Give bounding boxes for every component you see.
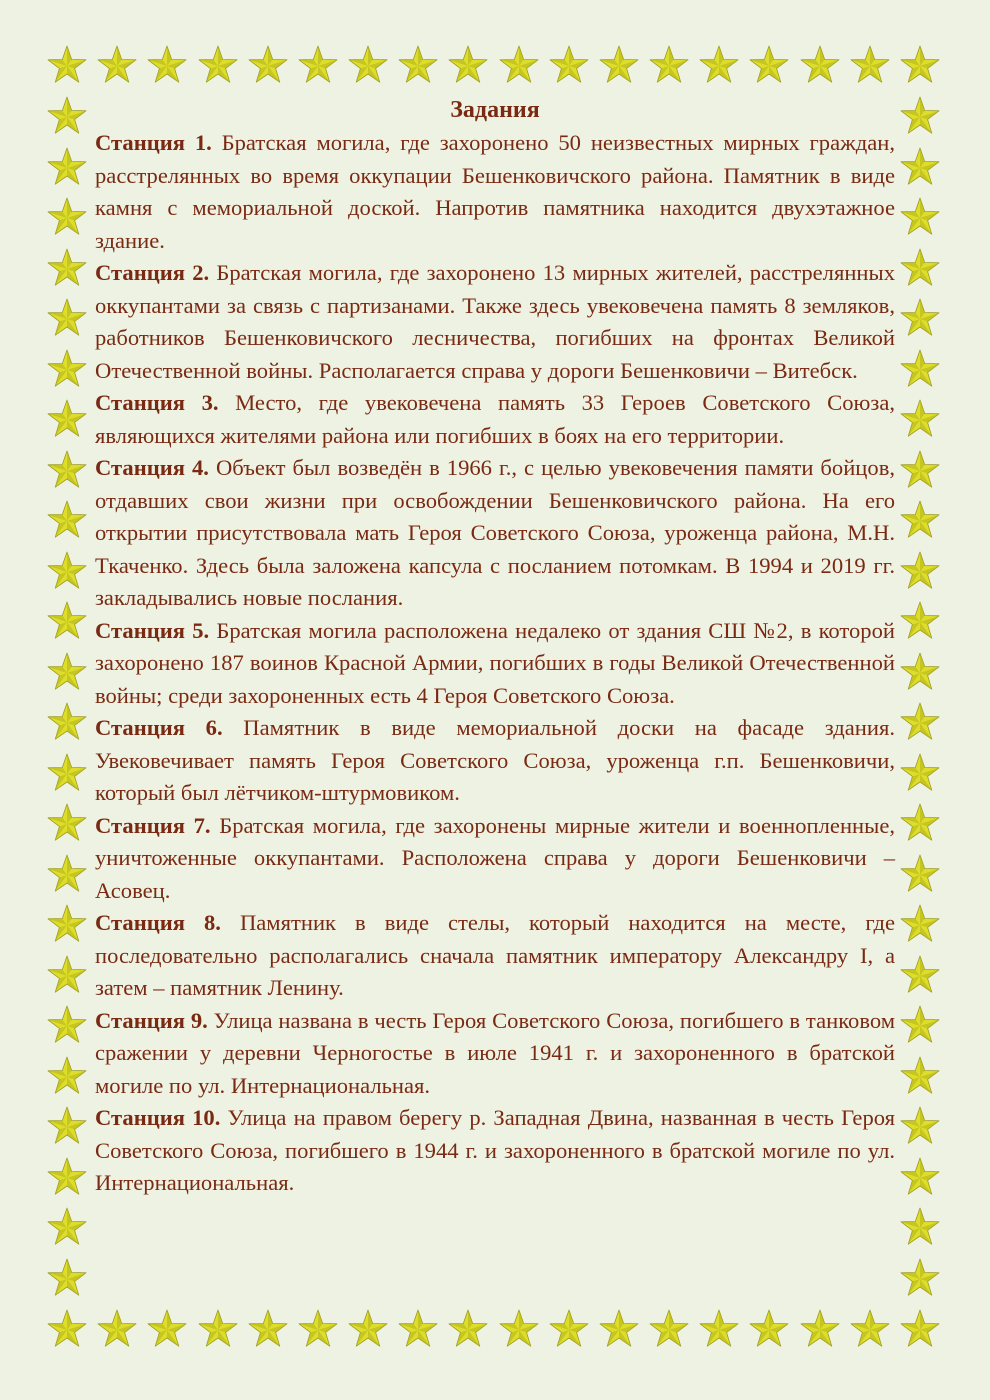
star-icon <box>45 499 89 543</box>
star-icon <box>747 44 791 88</box>
station-3 <box>95 387 895 452</box>
station-label: Станция 1. <box>95 130 212 155</box>
star-icon <box>145 1308 189 1352</box>
star-icon <box>848 44 892 88</box>
star-icon <box>396 1308 440 1352</box>
star-icon <box>898 1055 942 1099</box>
star-icon <box>45 1004 89 1048</box>
star-icon <box>898 1257 942 1301</box>
star-icon <box>296 44 340 88</box>
star-icon <box>697 1308 741 1352</box>
station-label: Станция 8. <box>95 910 221 935</box>
star-icon <box>346 44 390 88</box>
star-icon <box>547 1308 591 1352</box>
station-text: Место, где увековечена память 33 Героев Советского Союза, являющихся жителями района или погибших в боях на его территории. <box>95 390 896 448</box>
star-icon <box>497 1308 541 1352</box>
station-text: Улица названа в честь Героя Советского Союза, погибшего в танковом сражении у деревни Черногостье в июле 1941 г. и захороненного в братской могиле по ул. Интернациональная. <box>95 1007 896 1098</box>
star-icon <box>45 247 89 291</box>
star-icon <box>45 903 89 947</box>
star-icon <box>346 1308 390 1352</box>
star-icon <box>898 449 942 493</box>
star-icon <box>597 1308 641 1352</box>
document-body <box>95 94 895 1200</box>
station-label: Станция 10. <box>95 1105 221 1130</box>
star-icon <box>898 802 942 846</box>
star-icon <box>45 853 89 897</box>
station-8 <box>95 907 895 1005</box>
star-icon <box>45 146 89 190</box>
station-4 <box>95 452 895 615</box>
station-text: Улица на правом берегу р. Западная Двина, названная в честь Героя Советского Союза, погибшего в 1944 г. и захороненного в братской могиле по ул. Интернациональная. <box>95 1105 895 1195</box>
star-icon <box>45 701 89 745</box>
star-icon <box>898 247 942 291</box>
star-icon <box>145 44 189 88</box>
star-icon <box>547 44 591 88</box>
station-label: Станция 4. <box>95 455 209 480</box>
star-icon <box>898 701 942 745</box>
star-icon <box>898 1206 942 1250</box>
star-icon <box>898 550 942 594</box>
star-icon <box>898 600 942 644</box>
star-icon <box>898 297 942 341</box>
star-icon <box>747 1308 791 1352</box>
star-icon <box>45 297 89 341</box>
station-5 <box>95 615 895 713</box>
star-icon <box>898 398 942 442</box>
star-icon <box>45 752 89 796</box>
station-label: Станция 2. <box>95 260 210 285</box>
star-icon <box>45 1055 89 1099</box>
station-label: Станция 6. <box>95 715 223 740</box>
station-label: Станция 9. <box>95 1007 208 1033</box>
station-text: Братская могила, где захоронены мирные жители и военнопленные, уничтоженные оккупантами. Расположена справа у дороги Бешенковичи – Асовец. <box>95 812 895 903</box>
star-icon <box>898 95 942 139</box>
star-icon <box>95 1308 139 1352</box>
star-icon <box>898 1156 942 1200</box>
star-icon <box>898 44 942 88</box>
star-icon <box>45 1156 89 1200</box>
station-text: Памятник в виде стелы, который находится на месте, где последовательно располагались сначала памятник императору Александру I, а затем – памятник Ленину. <box>95 910 895 1000</box>
star-icon <box>45 348 89 392</box>
star-icon <box>898 853 942 897</box>
star-icon <box>898 1308 942 1352</box>
star-icon <box>647 1308 691 1352</box>
star-icon <box>898 499 942 543</box>
star-icon <box>45 1206 89 1250</box>
star-icon <box>898 196 942 240</box>
star-icon <box>898 903 942 947</box>
star-icon <box>45 954 89 998</box>
star-icon <box>196 1308 240 1352</box>
star-icon <box>45 1105 89 1149</box>
star-icon <box>697 44 741 88</box>
star-icon <box>45 1257 89 1301</box>
station-10 <box>95 1102 895 1200</box>
star-icon <box>45 651 89 695</box>
page-title: Задания <box>450 97 540 123</box>
star-icon <box>798 1308 842 1352</box>
star-icon <box>45 802 89 846</box>
star-icon <box>848 1308 892 1352</box>
station-7 <box>95 810 895 908</box>
star-icon <box>45 196 89 240</box>
star-icon <box>45 44 89 88</box>
station-6 <box>95 712 895 810</box>
star-icon <box>898 348 942 392</box>
star-icon <box>898 146 942 190</box>
station-text: Памятник в виде мемориальной доски на фасаде здания. Увековечивает память Героя Советского Союза, уроженца г.п. Бешенковичи, который был лётчиком-штурмовиком. <box>95 715 895 805</box>
star-icon <box>446 1308 490 1352</box>
station-2 <box>95 257 895 387</box>
star-icon <box>497 44 541 88</box>
star-icon <box>898 752 942 796</box>
station-9 <box>95 1005 895 1103</box>
station-1 <box>95 127 895 257</box>
station-text: Братская могила, где захоронено 13 мирных жителей, расстрелянных оккупантами за связь с партизанами. Также здесь увековечена память 8 земляков, работников Бешенковичского лесничества, погибших на фронтах Великой Отечественной войны. Располагается справа у дороги Бешенковичи – Витебск. <box>95 260 895 383</box>
star-icon <box>396 44 440 88</box>
star-icon <box>246 44 290 88</box>
star-icon <box>45 1308 89 1352</box>
star-icon <box>296 1308 340 1352</box>
star-icon <box>45 600 89 644</box>
star-icon <box>45 449 89 493</box>
star-icon <box>45 398 89 442</box>
station-text: Братская могила, где захоронено 50 неизвестных мирных граждан, расстрелянных во время оккупации Бешенковичского района. Памятник в виде камня с мемориальной доской. Напротив памятника находится двухэтажное здание. <box>95 130 895 253</box>
star-icon <box>246 1308 290 1352</box>
star-icon <box>898 954 942 998</box>
star-icon <box>597 44 641 88</box>
station-label: Станция 7. <box>95 812 211 838</box>
star-icon <box>647 44 691 88</box>
station-label: Станция 3. <box>95 390 219 415</box>
station-text: Братская могила расположена недалеко от здания СШ №2, в которой захоронено 187 воинов Красной Армии, погибших в годы Великой Отечественной войны; среди захороненных есть 4 Героя Советского Союза. <box>95 617 895 708</box>
star-icon <box>446 44 490 88</box>
star-icon <box>95 44 139 88</box>
star-icon <box>45 550 89 594</box>
star-icon <box>898 1105 942 1149</box>
star-icon <box>45 95 89 139</box>
station-label: Станция 5. <box>95 617 210 643</box>
star-icon <box>898 651 942 695</box>
star-icon <box>798 44 842 88</box>
station-text: Объект был возведён в 1966 г., с целью увековечения памяти бойцов, отдавших свои жизни при освобождении Бешенковичского района. На его открытии присутствовала мать Героя Советского Союза, уроженца района, М.Н. Ткаченко. Здесь была заложена капсула с посланием потомкам. В 1994 и 2019 гг. закладывались новые послания. <box>95 455 896 610</box>
star-icon <box>898 1004 942 1048</box>
star-icon <box>196 44 240 88</box>
